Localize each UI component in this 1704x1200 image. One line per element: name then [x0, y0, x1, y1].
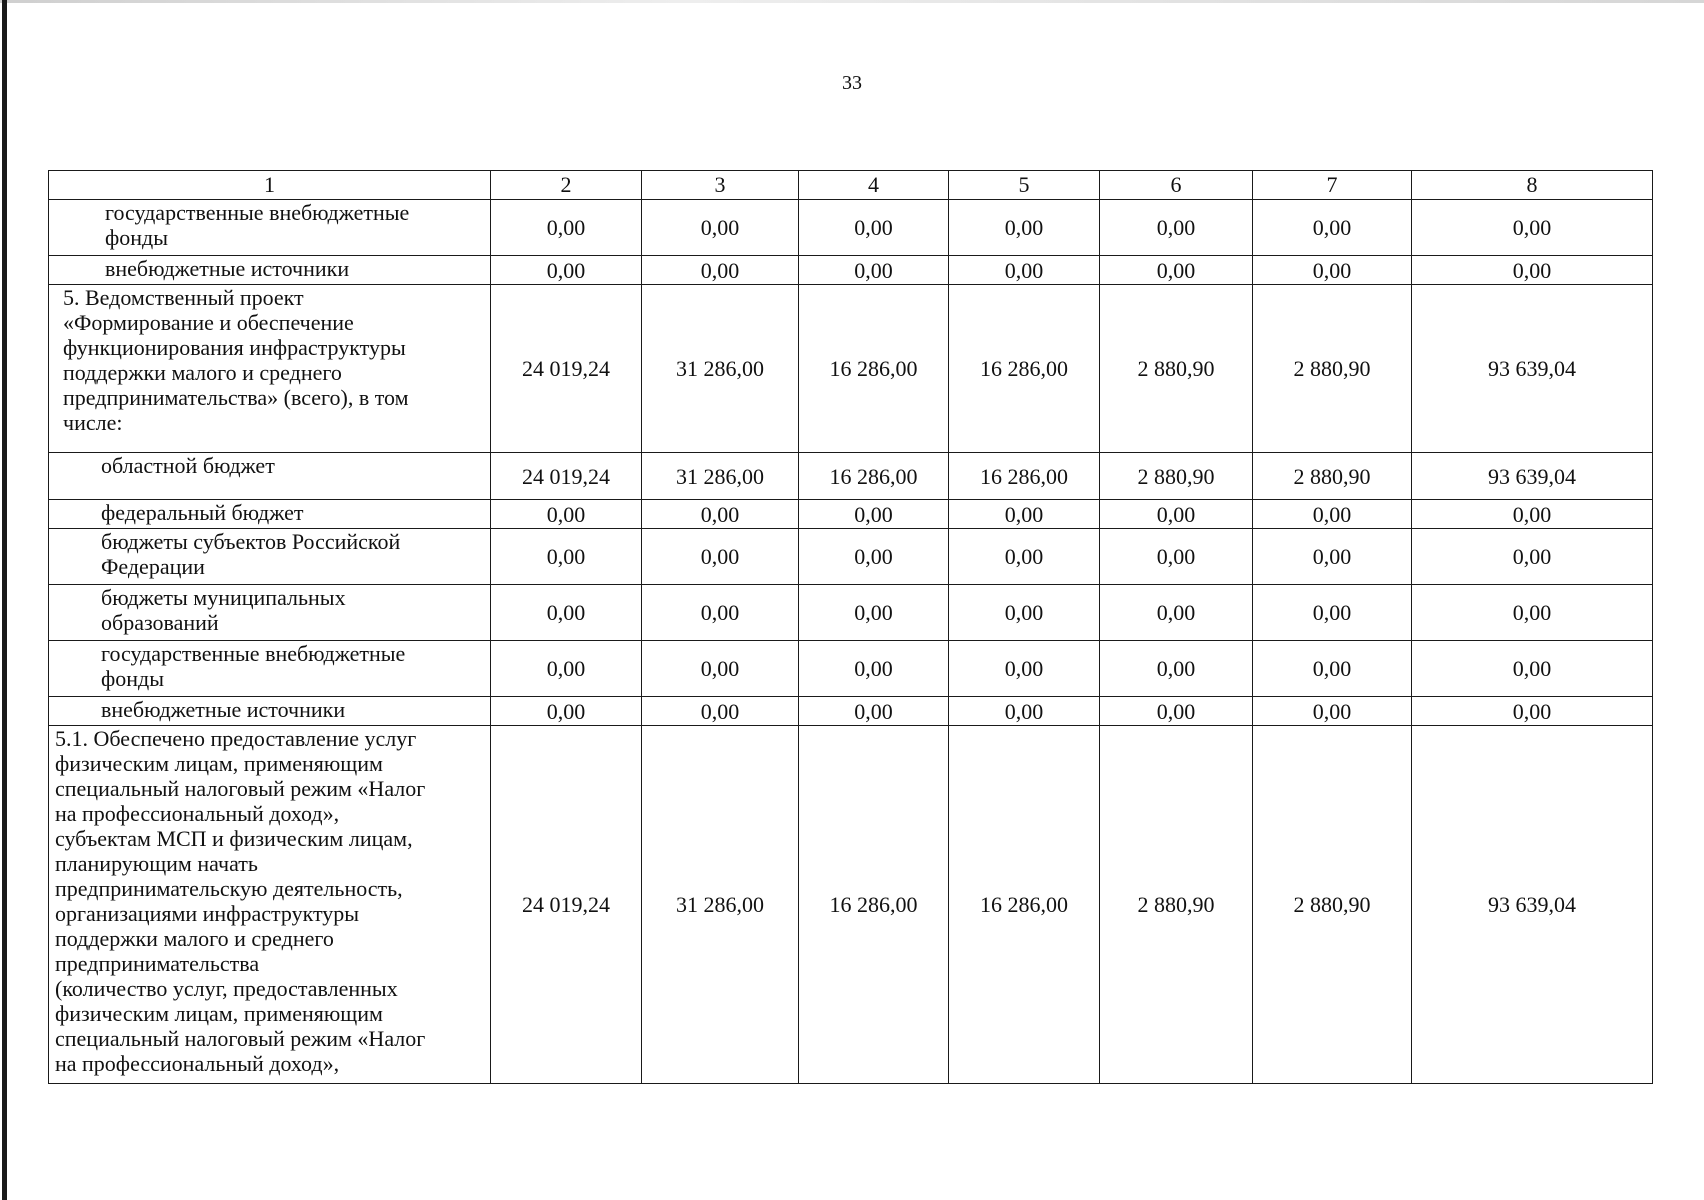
value-cell: 0,00 [1412, 256, 1653, 285]
value-cell: 16 286,00 [949, 453, 1100, 500]
value-cell: 0,00 [642, 500, 799, 529]
table-row [49, 256, 1653, 285]
value-cell: 0,00 [491, 500, 642, 529]
header-cell: 3 [642, 171, 799, 200]
row-label: бюджеты муниципальных образований [49, 585, 491, 641]
row-label: 5. Ведомственный проект «Формирование и обеспечение функционирования инфраструктуры поддержки малого и среднего предпринимательства» (всего), в том числе: [49, 285, 491, 453]
value-cell: 0,00 [799, 585, 949, 641]
row-label: 5.1. Обеспечено предоставление услуг физическим лицам, применяющим специальный налоговый режим «Налог на профессиональный доход», субъектам МСП и физическим лицам, планирующим начать предпринимательскую деятельность, организациями инфраструктуры поддержки малого и среднего предпринимательства (количество услуг, предоставленных физическим лицам, применяющим специальный налоговый режим «Налог на профессиональный доход», [49, 726, 491, 1084]
value-cell: 0,00 [949, 641, 1100, 697]
value-cell: 16 286,00 [949, 726, 1100, 1084]
header-cell: 7 [1253, 171, 1412, 200]
table-row [49, 285, 1653, 453]
value-cell: 0,00 [642, 641, 799, 697]
row-label: областной бюджет [49, 453, 491, 500]
table-row [49, 585, 1653, 641]
value-cell: 0,00 [642, 256, 799, 285]
table-row [49, 726, 1653, 1084]
value-cell: 0,00 [642, 529, 799, 585]
value-cell: 0,00 [949, 256, 1100, 285]
value-cell: 24 019,24 [491, 285, 642, 453]
row-label: государственные внебюджетные фонды [49, 200, 491, 256]
value-cell: 0,00 [491, 529, 642, 585]
value-cell: 0,00 [1100, 256, 1253, 285]
value-cell: 0,00 [799, 200, 949, 256]
value-cell: 2 880,90 [1100, 453, 1253, 500]
value-cell: 0,00 [1100, 641, 1253, 697]
value-cell: 0,00 [1100, 529, 1253, 585]
value-cell: 0,00 [1412, 697, 1653, 726]
value-cell: 0,00 [1253, 256, 1412, 285]
value-cell: 0,00 [799, 641, 949, 697]
value-cell: 31 286,00 [642, 453, 799, 500]
value-cell: 24 019,24 [491, 453, 642, 500]
value-cell: 0,00 [491, 697, 642, 726]
table-row [49, 500, 1653, 529]
value-cell: 0,00 [1100, 697, 1253, 726]
value-cell: 16 286,00 [799, 726, 949, 1084]
value-cell: 0,00 [1412, 641, 1653, 697]
scan-edge-top [0, 0, 1704, 3]
value-cell: 0,00 [1412, 529, 1653, 585]
value-cell: 16 286,00 [799, 453, 949, 500]
row-label: внебюджетные источники [49, 697, 491, 726]
table-header-row [49, 171, 1653, 200]
value-cell: 0,00 [1412, 200, 1653, 256]
value-cell: 0,00 [799, 697, 949, 726]
value-cell: 0,00 [799, 529, 949, 585]
row-label: федеральный бюджет [49, 500, 491, 529]
value-cell: 0,00 [1412, 585, 1653, 641]
header-cell: 1 [49, 171, 491, 200]
budget-table [48, 170, 1653, 1084]
value-cell: 2 880,90 [1253, 285, 1412, 453]
header-cell: 5 [949, 171, 1100, 200]
header-cell: 6 [1100, 171, 1253, 200]
value-cell: 0,00 [799, 256, 949, 285]
value-cell: 0,00 [1253, 697, 1412, 726]
value-cell: 2 880,90 [1100, 726, 1253, 1084]
value-cell: 0,00 [799, 500, 949, 529]
scan-edge-left [2, 0, 7, 1200]
value-cell: 0,00 [1412, 500, 1653, 529]
row-label: государственные внебюджетные фонды [49, 641, 491, 697]
value-cell: 16 286,00 [799, 285, 949, 453]
table-row [49, 200, 1653, 256]
value-cell: 0,00 [1253, 200, 1412, 256]
value-cell: 31 286,00 [642, 726, 799, 1084]
value-cell: 0,00 [1100, 200, 1253, 256]
value-cell: 0,00 [491, 256, 642, 285]
value-cell: 0,00 [491, 585, 642, 641]
value-cell: 24 019,24 [491, 726, 642, 1084]
header-cell: 4 [799, 171, 949, 200]
value-cell: 0,00 [949, 200, 1100, 256]
value-cell: 0,00 [1100, 500, 1253, 529]
table-row [49, 697, 1653, 726]
value-cell: 2 880,90 [1253, 453, 1412, 500]
value-cell: 0,00 [949, 529, 1100, 585]
value-cell: 0,00 [1253, 641, 1412, 697]
value-cell: 0,00 [949, 585, 1100, 641]
row-label: бюджеты субъектов Российской Федерации [49, 529, 491, 585]
value-cell: 0,00 [1253, 500, 1412, 529]
value-cell: 2 880,90 [1253, 726, 1412, 1084]
page-number: 33 [842, 72, 862, 94]
value-cell: 0,00 [491, 641, 642, 697]
value-cell: 0,00 [642, 585, 799, 641]
header-cell: 8 [1412, 171, 1653, 200]
row-label: внебюджетные источники [49, 256, 491, 285]
value-cell: 93 639,04 [1412, 285, 1653, 453]
value-cell: 93 639,04 [1412, 453, 1653, 500]
value-cell: 16 286,00 [949, 285, 1100, 453]
value-cell: 31 286,00 [642, 285, 799, 453]
value-cell: 0,00 [1253, 529, 1412, 585]
value-cell: 0,00 [1100, 585, 1253, 641]
value-cell: 93 639,04 [1412, 726, 1653, 1084]
table-row [49, 453, 1653, 500]
table-row [49, 641, 1653, 697]
value-cell: 0,00 [949, 500, 1100, 529]
value-cell: 2 880,90 [1100, 285, 1253, 453]
value-cell: 0,00 [642, 200, 799, 256]
header-cell: 2 [491, 171, 642, 200]
table-row [49, 529, 1653, 585]
value-cell: 0,00 [491, 200, 642, 256]
value-cell: 0,00 [1253, 585, 1412, 641]
value-cell: 0,00 [949, 697, 1100, 726]
value-cell: 0,00 [642, 697, 799, 726]
